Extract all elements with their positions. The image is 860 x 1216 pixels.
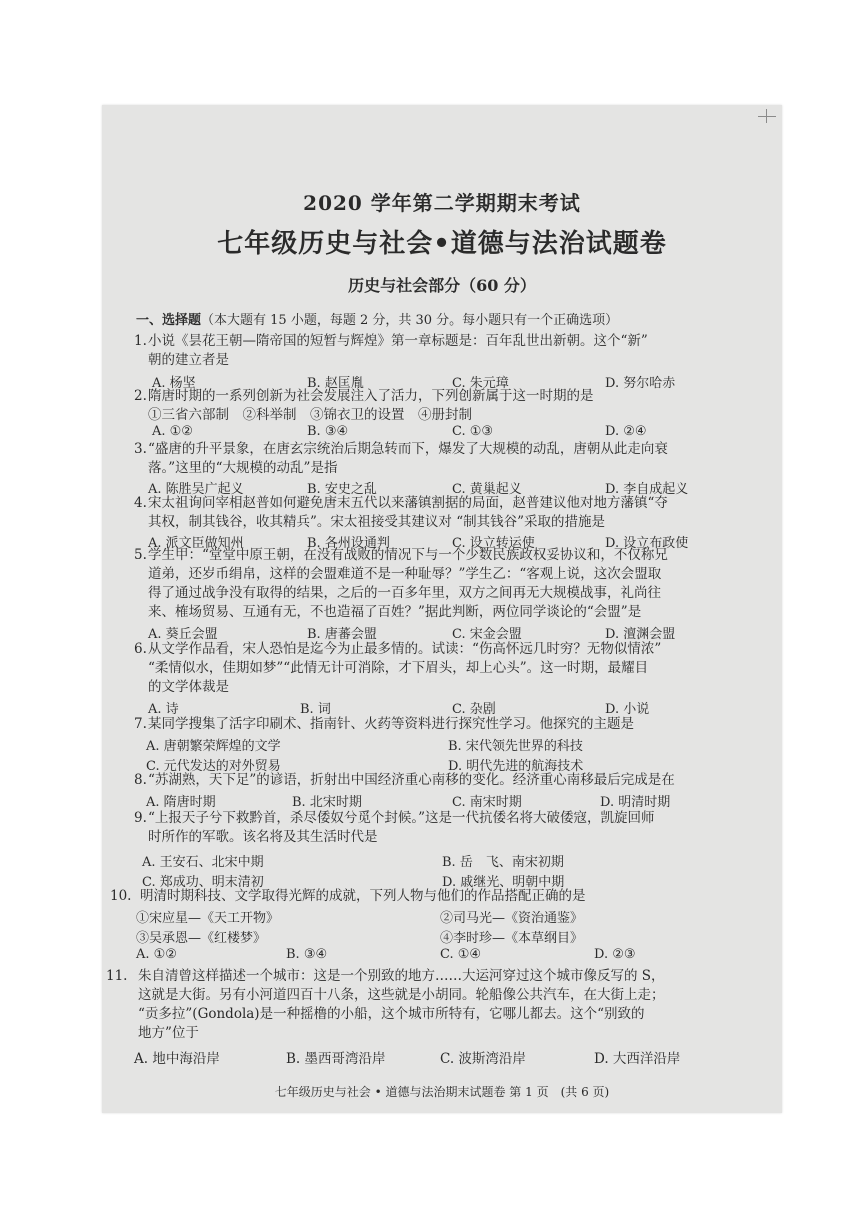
question-number: 5.: [134, 547, 147, 563]
option-d: D. 戚继光、明朝中期: [442, 875, 565, 890]
option-d: D. 设立布政使: [605, 536, 689, 551]
stem-line: 隋唐时期的一系列创新为社会发展注入了活力，下列创新属于这一时期的是: [148, 388, 594, 404]
question-stem: [134, 440, 738, 478]
work-pair-3: ③吴承恩—《红楼梦》: [136, 931, 267, 946]
option-d: D. 明清时期: [600, 795, 671, 810]
stem-line: 宋太祖询问宰相赵普如何避免唐末五代以来藩镇割据的局面，赵普建议他对地方藩镇“夺: [148, 495, 668, 511]
option-a: A. 诗: [148, 702, 179, 717]
option-b: B. 墨西哥湾沿岸: [286, 1051, 386, 1067]
stem-line: 朱自清曾这样描述一个城市：这是一个别致的地方……大运河穿过这个城市像反写的 S，: [138, 968, 665, 984]
option-a: A. 派文臣做知州: [148, 536, 244, 551]
work-pair-2: ②司马光—《资治通鉴》: [440, 911, 584, 926]
option-d: D. 大西洋沿岸: [594, 1051, 681, 1067]
question-number: 6.: [134, 641, 147, 657]
question-stem: [110, 887, 730, 906]
question-number: 3.: [134, 441, 147, 457]
stem-line: “上报天子兮下救黔首，杀尽倭奴兮觅个封候。”这是一代抗倭名将大破倭寇，凯旋回师: [148, 810, 655, 826]
stem-line: 小说《昙花王朝—隋帝国的短暂与辉煌》第一章标题是：百年乱世出新朝。这个“新”: [148, 333, 648, 349]
option-b: B. ③④: [307, 424, 349, 439]
stem-line: 朝的建立者是: [148, 352, 229, 368]
option-c: C. 宋金会盟: [452, 627, 522, 642]
option-d: D. ②④: [605, 424, 647, 439]
option-c: C. 波斯湾沿岸: [440, 1051, 526, 1067]
option-d: D. 小说: [605, 702, 650, 717]
work-pair-4: ④李时珍—《本草纲目》: [440, 931, 584, 946]
question-stem: [134, 387, 738, 425]
option-b: B. 各州设通判: [307, 536, 390, 551]
option-a: A. 地中海沿岸: [134, 1051, 220, 1067]
option-b: B. 唐蕃会盟: [307, 627, 377, 642]
question-number: 2.: [134, 388, 147, 404]
question-stem: [134, 494, 738, 532]
option-c: C. 设立转运使: [452, 536, 535, 551]
option-b: B. 安史之乱: [307, 482, 377, 497]
section-title: 历史与社会部分（60 分）: [348, 276, 536, 295]
page-footer: 七年级历史与社会 • 道德与法治期末试题卷 第 1 页 (共 6 页): [274, 1085, 610, 1099]
question-number: 8.: [134, 772, 147, 788]
option-b: B. 赵匡胤: [307, 376, 364, 391]
paper-title: 七年级历史与社会•道德与法治试题卷: [217, 229, 667, 259]
option-a: A. 陈胜吴广起义: [148, 482, 244, 497]
exam-title: 2020 学年第二学期期末考试: [303, 191, 581, 215]
option-c: C. 元代发达的对外贸易: [146, 759, 281, 774]
option-c: C. 郑成功、明末清初: [142, 875, 264, 890]
exam-page: [102, 105, 782, 1113]
option-a: A. ①②: [152, 424, 193, 439]
stem-line: 从文学作品看，宋人恐怕是迄今为止最多情的。试读：“伤高怀远几时穷？无物似情浓”: [148, 641, 662, 657]
option-b: B. 宋代领先世界的科技: [448, 739, 583, 754]
stem-line: ①三省六部制 ②科举制 ③锦衣卫的设置 ④册封制: [148, 407, 472, 423]
option-c: C. 朱元璋: [452, 376, 509, 391]
option-c: C. 黄巢起义: [452, 482, 522, 497]
stem-line: 其权，制其钱谷，收其精兵”。宋太祖接受其建议对 “制其钱谷”采取的措施是: [148, 514, 605, 530]
option-a: A. 杨坚: [152, 376, 196, 391]
option-a: A. 王安石、北宋中期: [142, 855, 264, 870]
option-d: D. 澶渊会盟: [605, 627, 676, 642]
section-heading: [136, 309, 618, 328]
question-number: 1.: [134, 333, 147, 349]
stem-line: 这就是大街。另有小河道四百十八条，这些就是小胡同。轮船像公共汽车，在大街上走；: [138, 987, 665, 1003]
option-a: A. 唐朝繁荣辉煌的文学: [146, 739, 281, 754]
question-number: 4.: [134, 495, 147, 511]
question-number: 11.: [106, 968, 128, 984]
question-stem: [134, 546, 738, 622]
option-d: D. 努尔哈赤: [605, 376, 676, 391]
work-pair-1: ①宋应星—《天工开物》: [136, 911, 280, 926]
question-stem: [134, 640, 738, 697]
option-c: C. ①③: [452, 424, 494, 439]
option-c: C. 杂剧: [452, 702, 496, 717]
stem-line: 时所作的军歌。该名将及其生活时代是: [148, 829, 378, 845]
question-number: 10.: [110, 888, 132, 904]
stem-line: 得了通过战争没有取得的结果，之后的一百多年里，双方之间再无大规模战事，礼尚往: [148, 585, 661, 601]
question-stem: [134, 771, 738, 790]
stem-line: “盛唐的升平景象，在唐玄宗统治后期急转而下，爆发了大规模的动乱，唐朝从此走向衰: [148, 441, 668, 457]
question-number: 9.: [134, 810, 147, 826]
question-stem: [134, 715, 738, 734]
stem-line: 学生甲：“堂堂中原王朝，在没有战败的情况下与一个少数民族政权妥协议和，不仅称兄: [148, 547, 668, 563]
option-b: B. 北宋时期: [292, 795, 362, 810]
stem-line: 来、榷场贸易、互通有无，不也造福了百姓？”据此判断，两位同学谈论的“会盟”是: [148, 604, 642, 620]
crop-mark-icon: [758, 109, 776, 123]
stem-line: 的文学体裁是: [148, 679, 229, 695]
option-b: B. 词: [300, 702, 331, 717]
stem-line: “柔情似水，佳期如梦”“此情无计可消除，才下眉头，却上心头”。这一时期，最耀目: [148, 660, 649, 676]
option-c: C. ①④: [440, 947, 482, 962]
question-number: 7.: [134, 716, 147, 732]
option-c: C. 南宋时期: [452, 795, 522, 810]
stem-line: 明清时期科技、文学取得光辉的成就，下列人物与他们的作品搭配正确的是: [140, 888, 586, 904]
stem-line: 地方”位于: [138, 1025, 199, 1041]
stem-line: 落。”这里的“大规模的动乱”是指: [148, 460, 338, 476]
stem-line: “贡多拉”(Gondola)是一种摇橹的小船，这个城市所特有，它哪儿都去。这个“别致的: [138, 1006, 645, 1022]
option-a: A. ①②: [136, 947, 177, 962]
option-d: D. 李自成起义: [605, 482, 689, 497]
stem-line: 道弟，还岁币绢帛，这样的会盟难道不是一种耻辱？”学生乙：“客观上说，这次会盟取: [148, 566, 662, 582]
option-b: B. 岳 飞、南宋初期: [442, 855, 564, 870]
section-note: （本大题有 15 小题，每题 2 分，共 30 分。每小题只有一个正确选项）: [201, 313, 619, 328]
question-stem: [134, 809, 738, 847]
stem-line: “苏湖熟，天下足”的谚语，折射出中国经济重心南移的变化。经济重心南移最后完成是在: [148, 772, 675, 788]
option-b: B. ③④: [286, 947, 328, 962]
option-a: A. 葵丘会盟: [148, 627, 218, 642]
question-stem: [106, 967, 738, 1043]
option-d: D. 明代先进的航海技术: [448, 759, 584, 774]
section-label: 一、选择题: [136, 313, 202, 328]
question-stem: [134, 332, 738, 370]
option-a: A. 隋唐时期: [146, 795, 216, 810]
stem-line: 某同学搜集了活字印刷术、指南针、火药等资料进行探究性学习。他探究的主题是: [148, 716, 634, 732]
option-d: D. ②③: [594, 947, 636, 962]
